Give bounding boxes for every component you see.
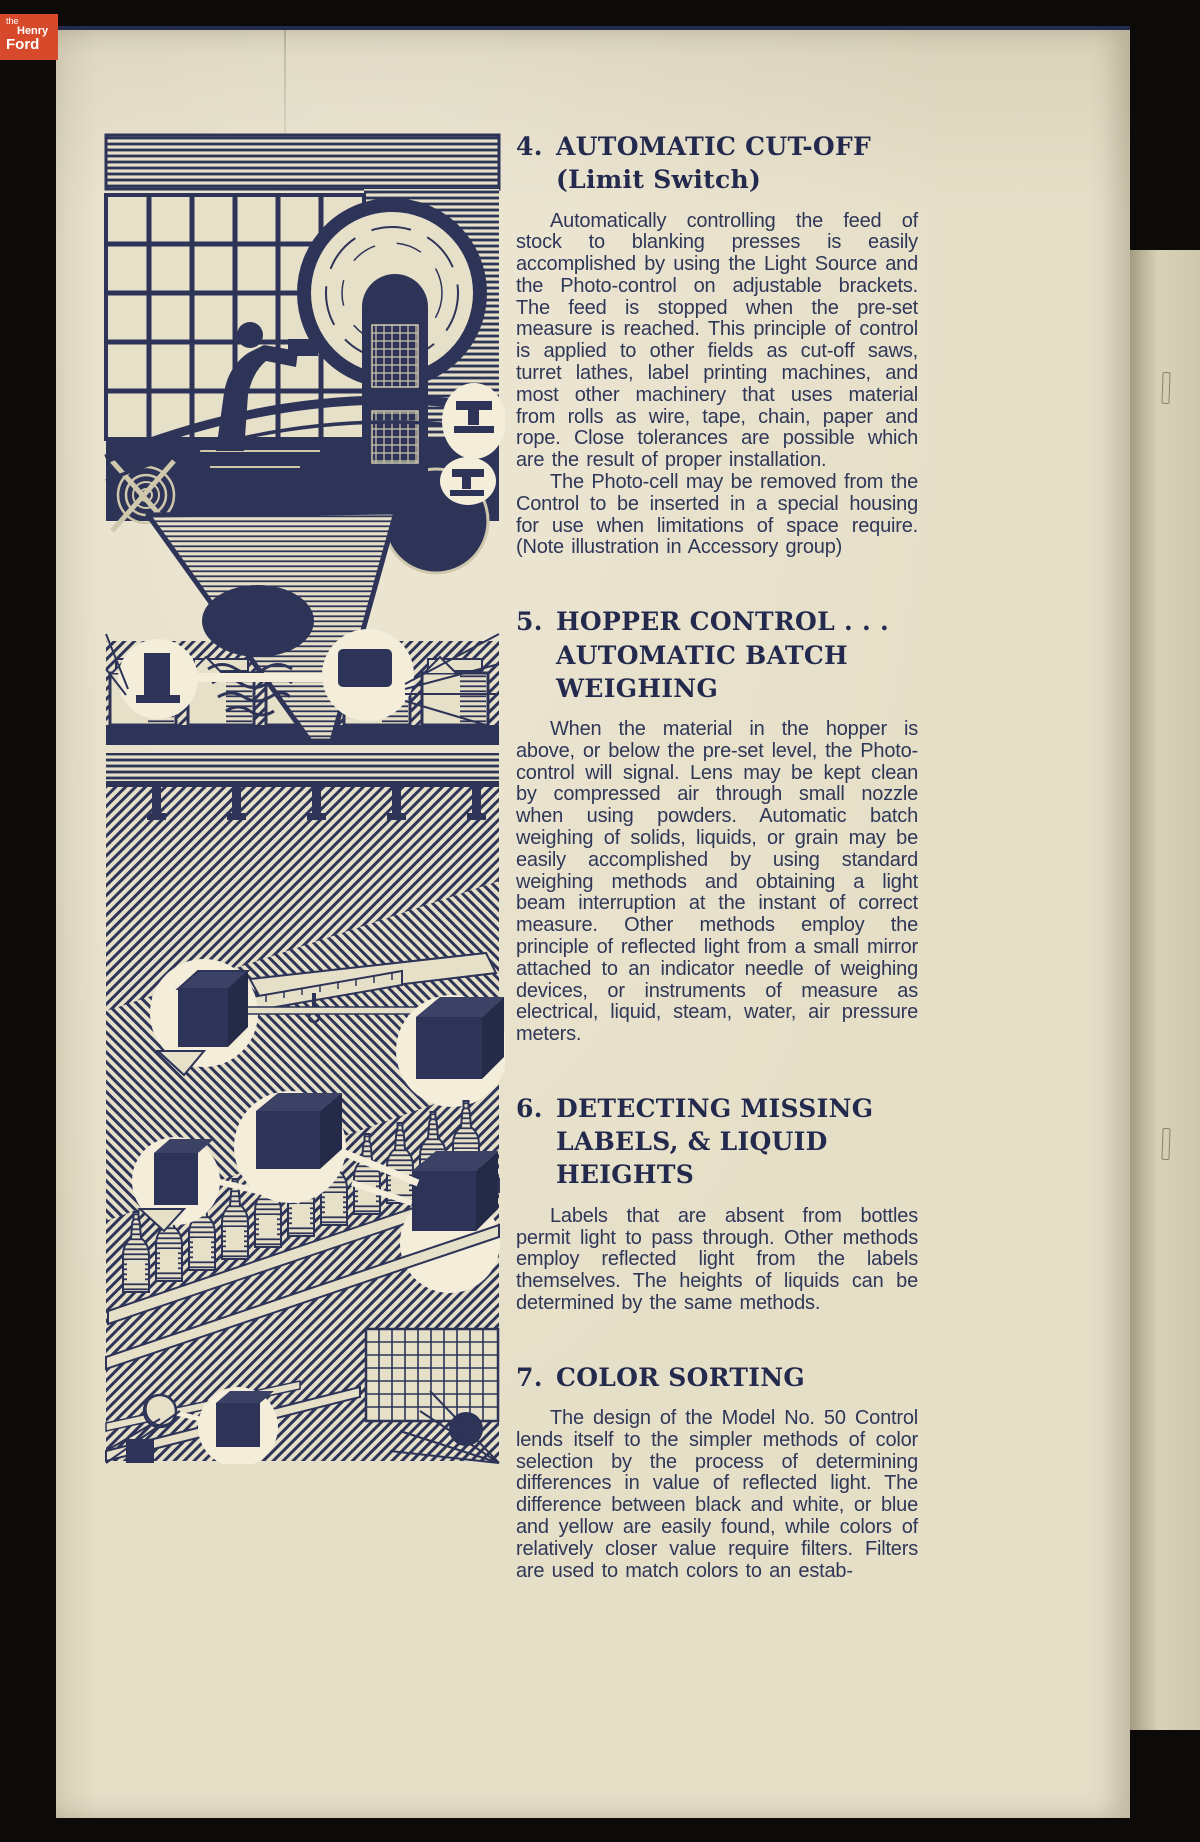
section-body bbox=[516, 211, 918, 560]
applications-panel bbox=[106, 753, 505, 1464]
logo-line-ford: Ford bbox=[6, 36, 40, 54]
section-body bbox=[516, 719, 918, 1046]
section-detecting-missing-labels bbox=[516, 1092, 918, 1315]
logo-line-henry: Henry bbox=[17, 25, 49, 38]
section-heading bbox=[516, 1361, 918, 1394]
section-number: 5. bbox=[516, 607, 543, 637]
section-heading bbox=[516, 130, 918, 197]
text-column bbox=[516, 130, 918, 1628]
section-body bbox=[516, 1408, 918, 1582]
paragraph: When the material in the hopper is above, or below the pre-set level, the Photo-control will signal. Lens may be kept clean by compressed air through small nozzle when using powders. Automatic batch weighing of solids, liquids, or grain may be easily accomplished by using standard weighing methods and obtaining a light beam interruption at the instant of correct measure. Other methods employ the principle of reflected light from a small mirror attached to an indicator needle of weighing devices, or instruments of measure as electrical, liquid, steam, water, air pressure meters. bbox=[516, 718, 918, 1046]
section-automatic-cut-off bbox=[516, 130, 918, 559]
section-number: 4. bbox=[516, 132, 543, 161]
filter-grid-screen bbox=[366, 1329, 498, 1421]
staple bbox=[1161, 372, 1170, 404]
section-title: COLOR SORTING bbox=[556, 1362, 806, 1392]
photoelectric-applications-engraving bbox=[100, 129, 505, 1464]
factory-window-scene bbox=[106, 135, 499, 439]
henry-ford-watermark-logo bbox=[0, 14, 58, 60]
section-hopper-control bbox=[516, 605, 918, 1046]
logo-line-the: the bbox=[6, 16, 19, 26]
adjacent-page-edge bbox=[1130, 250, 1200, 1730]
section-color-sorting bbox=[516, 1361, 918, 1583]
paragraph: Automatically controlling the feed of stock to blanking presses is easily accomplished by using the Light Source and the Photo-control on adjustable brackets. The feed is stopped when the pre-set measure is reached. This principle of control is applied to other fields as cut-off saws, turret lathes, label printing machines, and most other machinery that uses material from rolls as wire, tape, chain, paper and rope. Close tolerances are possible which are the result of proper installation. bbox=[516, 209, 918, 472]
paragraph: Labels that are absent from bottles permit light to pass through. Other methods employ reflected light from the labels themselves. The heights of liquids can be determined by the same methods. bbox=[516, 1204, 918, 1314]
section-heading bbox=[516, 605, 918, 705]
section-title: HOPPER CONTROL . . . AUTOMATIC BATCH WEIGHING bbox=[556, 607, 890, 703]
section-number: 7. bbox=[516, 1362, 543, 1392]
section-number: 6. bbox=[516, 1093, 543, 1123]
section-title: AUTOMATIC CUT-OFF (Limit Switch) bbox=[556, 132, 872, 195]
section-body bbox=[516, 1206, 918, 1315]
staple bbox=[1161, 1128, 1170, 1160]
catalog-page bbox=[56, 26, 1130, 1818]
paragraph: The design of the Model No. 50 Control lends itself to the simpler methods of color selection by the process of determining differences in value of reflected light. The difference between black and white, or blue and yellow are easily found, while colors of relatively closer value require filters. Filters are used to match colors to an estab- bbox=[516, 1406, 918, 1582]
paragraph: The Photo-cell may be removed from the Control to be inserted in a special housing for use when limitations of space require. (Note illustration in Accessory group) bbox=[516, 471, 918, 559]
section-title: DETECTING MISSING LABELS, & LIQUID HEIGHTS bbox=[556, 1093, 874, 1190]
section-heading bbox=[516, 1092, 918, 1192]
